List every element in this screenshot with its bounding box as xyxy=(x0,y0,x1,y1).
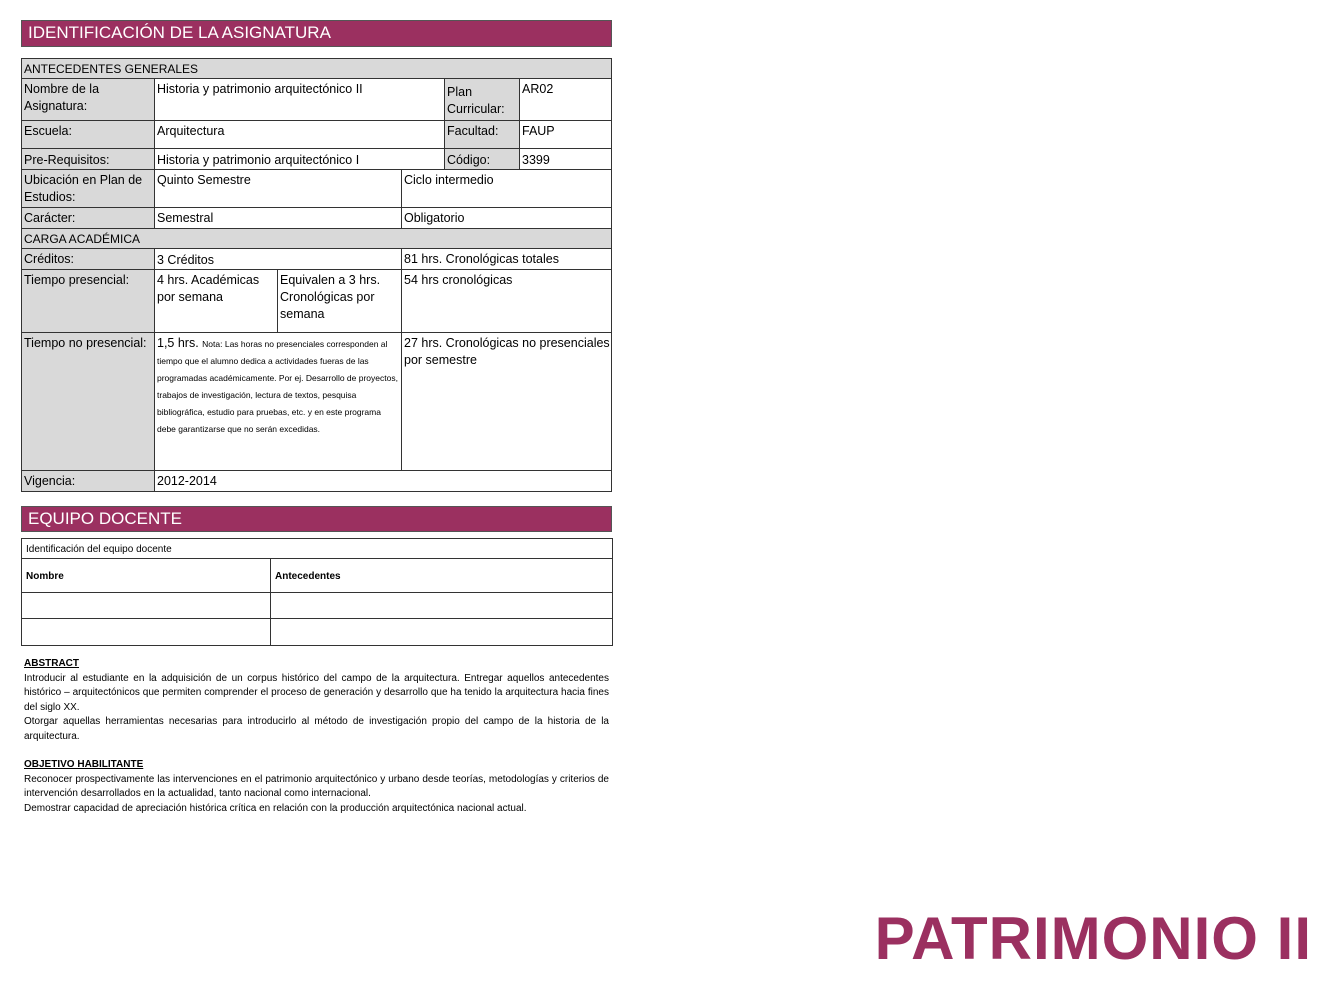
objetivo-heading: OBJETIVO HABILITANTE xyxy=(24,759,144,770)
obligatorio-value: Obligatorio xyxy=(402,208,612,229)
caracter-label: Carácter: xyxy=(22,208,155,229)
vigencia-value: 2012-2014 xyxy=(155,471,402,492)
plan-label: Plan Curricular: xyxy=(445,79,520,121)
escuela-label: Escuela: xyxy=(22,121,155,149)
section-header-identificacion xyxy=(21,20,612,47)
table-cell xyxy=(22,593,271,619)
table-cell xyxy=(271,619,613,646)
objetivo-p1: Reconocer prospectivamente las intervenciones en el patrimonio arquitectónico y urbano desde teorías, metodologías y criterios de intervención desarrollados en la actualidad, tanto nacional como internacional. xyxy=(24,773,609,799)
section-header-equipo xyxy=(21,506,612,532)
ubicacion-value: Quinto Semestre xyxy=(155,170,402,208)
objetivo-section xyxy=(24,758,609,816)
col-nombre: Nombre xyxy=(22,559,271,593)
equipo-table xyxy=(21,538,613,646)
objetivo-p2: Demostrar capacidad de apreciación histórica crítica en relación con la producción arquitectónica nacional actual. xyxy=(24,802,527,814)
no-presencial-cron: 27 hrs. Cronológicas no presenciales por semestre xyxy=(402,333,612,471)
page-title: PATRIMONIO II xyxy=(874,905,1312,972)
table-cell xyxy=(271,593,613,619)
antecedentes-heading: ANTECEDENTES GENERALES xyxy=(22,59,612,79)
no-presencial-label: Tiempo no presencial: xyxy=(22,333,155,471)
totales-value: 81 hrs. Cronológicas totales xyxy=(402,249,612,270)
col-antecedentes: Antecedentes xyxy=(271,559,613,593)
abstract-section xyxy=(24,657,609,744)
abstract-p2: Otorgar aquellas herramientas necesarias para introducirlo al método de investigación propio del campo de la historia de la arquitectura. xyxy=(24,716,609,742)
facultad-label: Facultad: xyxy=(445,121,520,149)
vigencia-empty xyxy=(402,471,612,492)
presencial-label: Tiempo presencial: xyxy=(22,270,155,333)
carga-heading: CARGA ACADÉMICA xyxy=(22,229,612,249)
escuela-value: Arquitectura xyxy=(155,121,445,149)
prereq-value: Historia y patrimonio arquitectónico I xyxy=(155,149,445,170)
equipo-heading: Identificación del equipo docente xyxy=(22,539,613,559)
facultad-value: FAUP xyxy=(520,121,612,149)
section-title: IDENTIFICACIÓN DE LA ASIGNATURA xyxy=(28,23,331,42)
no-presencial-value: 1,5 hrs. xyxy=(157,336,199,350)
section-title: EQUIPO DOCENTE xyxy=(28,509,182,528)
table-cell xyxy=(22,619,271,646)
creditos-value: 3 Créditos xyxy=(155,249,402,270)
creditos-label: Créditos: xyxy=(22,249,155,270)
ciclo-value: Ciclo intermedio xyxy=(402,170,612,208)
vigencia-label: Vigencia: xyxy=(22,471,155,492)
equivalen-value: Equivalen a 3 hrs. Cronológicas por semana xyxy=(278,270,402,333)
codigo-value: 3399 xyxy=(520,149,612,170)
caracter-value: Semestral xyxy=(155,208,402,229)
prereq-label: Pre-Requisitos: xyxy=(22,149,155,170)
codigo-label: Código: xyxy=(445,149,520,170)
nombre-value: Historia y patrimonio arquitectónico II xyxy=(155,79,445,121)
antecedentes-table xyxy=(21,58,612,492)
ubicacion-label: Ubicación en Plan de Estudios: xyxy=(22,170,155,208)
abstract-heading: ABSTRACT xyxy=(24,658,79,669)
no-presencial-note: Nota: Las horas no presenciales corresponden al tiempo que el alumno dedica a actividades fueras de las programadas académicamente. Por ej. Desarrollo de proyectos, trabajos de investigación, lectura de textos, pesquisa bibliográfica, estudio para pruebas, etc. y en este programa debe garantizarse que no serán excedidas. xyxy=(157,339,398,434)
no-presencial-cell xyxy=(155,333,402,471)
nombre-label: Nombre de la Asignatura: xyxy=(22,79,155,121)
plan-value: AR02 xyxy=(520,79,612,121)
presencial-value: 4 hrs. Académicas por semana xyxy=(155,270,278,333)
abstract-p1: Introducir al estudiante en la adquisición de un corpus histórico del campo de la arquitectura. Entregar aquellos antecedentes histórico – arquitectónicos que permiten comprender el proceso de generación y desarrollo que ha tenido la arquitectura hacia fines del siglo XX. xyxy=(24,672,609,713)
presencial-cron: 54 hrs cronológicas xyxy=(402,270,612,333)
